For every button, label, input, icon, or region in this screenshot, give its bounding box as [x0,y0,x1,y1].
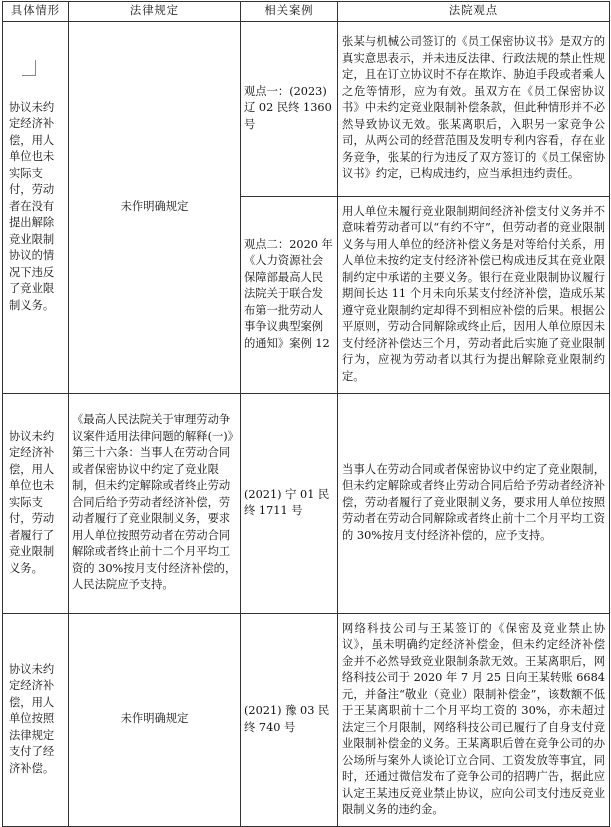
header-situation: 具体情形 [3,2,69,22]
case-cell: (2021) 宁 01 民终 1711 号 [241,393,338,613]
view-cell: 网络科技公司与王某签订的《保密及竞业禁止协议》，虽未明确约定经济补偿金，但未约定经济补偿金并不必然导致竞业限制条款无效。王某离职后，网络科技公司于 2020 年 7 月 25 日向王某转账 6684 元，并备注“敬业（竞业）限制补偿金”，该数额不低于王某离职前十二个月平均工资的 30%，亦未超过法定三个月限制，网络科技公司已履行了自身支付竞业限制补偿金的义务。王某离职后曾在竞争公司的办公场所与案外人谈论订立合同、工资发放等事宜，同时，还通过微信发布了竞争公司的招聘广告，据此应认定王某违反竞业禁止协议，应向公司支付违反竞业限制义务的违约金。 [338,613,610,826]
table-row [3,21,610,196]
case-cell: 观点一：(2023) 辽 02 民终 1360 号 [241,21,338,196]
law-cell: 《最高人民法院关于审理劳动争议案件适用法律问题的解释(一)》第三十六条：当事人在劳动合同或者保密协议中约定了竞业限制，但未约定解除或者终止劳动合同后给予劳动者经济补偿，劳动者履行了竞业限制义务，要求用人单位按照劳动者在劳动合同解除或者终止前十二个月平均工资的 30%按月支付经济补偿的，人民法院应予支持。 [69,393,241,613]
table-header [3,2,610,22]
table-row [3,613,610,826]
law-cell: 未作明确规定 [69,613,241,826]
corner-mark [22,60,36,76]
situation-cell: 协议未约定经济补偿，用人单位也未实际支付，劳动者履行了竞业限制义务。 [3,393,69,613]
header-view: 法院观点 [338,2,610,22]
situation-cell: 协议未约定经济补偿，用人单位按照法律规定支付了经济补偿。 [3,613,69,826]
header-case: 相关案例 [241,2,338,22]
situation-cell: 协议未约定经济补偿，用人单位也未实际支付，劳动者在没有提出解除竞业限制协议的情况下违反了竞业限制义务。 [3,21,69,393]
table-row [3,393,610,613]
view-cell: 张某与机械公司签订的《员工保密协议书》是双方的真实意思表示，并未违反法律、行政法规的禁止性规定，且在订立协议时不存在欺诈、胁迫手段或者乘人之危等情形，应为有效。虽双方在《员工保密协议书》中未约定竞业限制补偿条款，但此种情形并不必然导致协议无效。张某离职后，入职另一家竞争公司，从两公司的经营范围及发明专利内容看，存在业务竞争，张某的行为违反了双方签订的《员工保密协议书》约定，已构成违约，应当承担违约责任。 [338,21,610,196]
view-cell: 用人单位未履行竞业限制期间经济补偿支付义务并不意味着劳动者可以“有约不守”，但劳动者的竞业限制义务与用人单位的经济补偿义务是对等给付关系，用人单位未按约定支付经济补偿已构成违反其在竞业限制约定中承诺的主要义务。银行在竞业限制协议履行期间长达 11 个月未向乐某支付经济补偿，造成乐某遵守竞业限制约定却得不到相应补偿的后果。根据公平原则，劳动合同解除或终止后，因用人单位原因未支付经济补偿达三个月，劳动者此后实施了竞业限制行为，应视为劳动者以其行为提出解除竞业限制约定。 [338,196,610,393]
case-cell: 观点二：2020 年《人力资源社会保障部最高人民法院关于联合发布第一批劳动人事争议典型案例的通知》案例 12 [241,196,338,393]
legal-table [2,1,610,827]
case-cell: (2021) 豫 03 民终 740 号 [241,613,338,826]
view-cell: 当事人在劳动合同或者保密协议中约定了竞业限制，但未约定解除或者终止劳动合同后给予劳动者经济补偿，劳动者履行了竞业限制义务，要求用人单位按照劳动者在劳动合同解除或者终止前十二个月平均工资的 30%按月支付经济补偿的，应予支持。 [338,393,610,613]
law-cell: 未作明确规定 [69,21,241,393]
header-law: 法律规定 [69,2,241,22]
